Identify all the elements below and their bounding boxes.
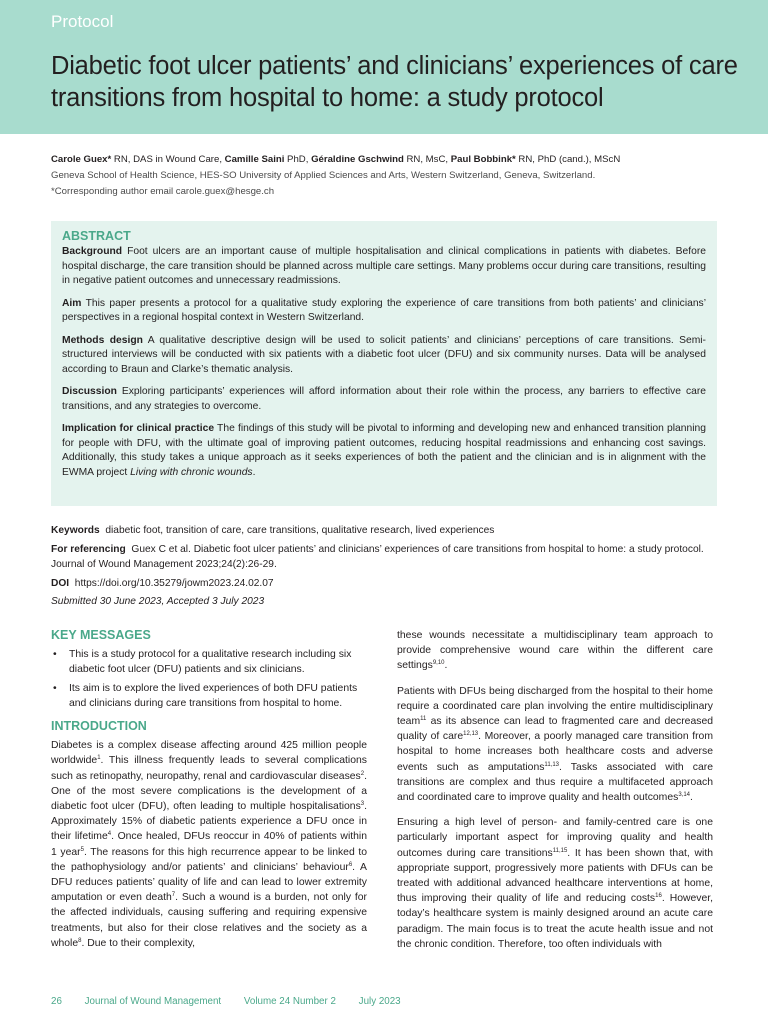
author-name: Géraldine Gschwind (311, 154, 404, 165)
abstract-methods: Methods design A qualitative descriptive design will be used to solicit patients’ and clinicians’ perceptions of care transitions. Semi-structured interviews will be conducted with six patients with a diabetic foot ulcer (DFU) and six community nurses. Data will be analysed according to Braun and Clarke’s thematic analysis. (62, 334, 706, 375)
page-number: 26 (51, 996, 62, 1007)
article-meta (51, 523, 717, 613)
volume-info: Volume 24 Number 2 (243, 996, 336, 1007)
abstract-box (51, 221, 717, 506)
section-label: Protocol (51, 12, 114, 31)
abstract-background: Background Foot ulcers are an important cause of multiple hospitalisation and clinical complications in patients with diabetes. Before hospital discharge, the care transition should be planned across multiple care settings. Many problems occur during care transitions, resulting in negative patient outcomes and unnecessary readmissions. (62, 246, 706, 286)
intro-paragraph: Diabetes is a complex disease affecting around 425 million people worldwide$^1$. This illness frequently leads to several complications such as retinopathy, neuropathy, renal and cardiovascular diseases$^2$. One of the most severe complications is the development of a diabetic foot ulcer (DFU), often leading to multiple hospitalisations$^3$. Approximately 15% of diabetic patients experience a DFU once in their lifetime$^4$. Once healed, DFUs reoccur in 40% of patients within 1 year$^5$. The reasons for this high recurrence appear to be linked to the pathophysiology and/or patients’ and clinicians’ behaviour$^6$. A DFU reduces patients’ quality of life and can lead to lower extremity amputation or even death$^7$. Such a wound is a burden, not only for the affected individuals, causing suffering and requiring expensive treatments, but also for their close relatives and the society as a whole$^8$. Due to their complexity, (51, 740, 368, 949)
affiliation: Geneva School of Health Science, HES-SO University of Applied Sciences and Arts, Western Switzerland, Geneva, Switzerland. (51, 170, 596, 181)
author-name: Paul Bobbink* (450, 154, 516, 165)
submission-dates: Submitted 30 June 2023, Accepted 3 July 2023 (51, 596, 265, 607)
referencing: For referencing Guex C et al. Diabetic foot ulcer patients’ and clinicians’ experiences of care transitions from hospital to home: a study protocol. Journal of Wound Management 2023;24(2):26-29. (51, 543, 704, 570)
author-list: Carole Guex* RN, DAS in Wound Care, Camille Saini PhD, Géraldine Gschwind RN, MsC, Paul Bobbink* RN, PhD (cand.), MScN (51, 154, 621, 165)
list-item: • Its aim is to explore the lived experiences of both DFU patients and clinicians during care transitions from hospital to home. (51, 681, 367, 711)
key-messages-list (51, 647, 367, 711)
author-block (51, 152, 751, 200)
keywords: Keywords diabetic foot, transition of care, care transitions, qualitative research, lived experiences (51, 525, 495, 536)
introduction-heading: INTRODUCTION (51, 719, 147, 734)
abstract-discussion: Discussion Exploring participants’ experiences will afford information about their role within the process, any barriers to effective care transitions, and any strategies to overcome. (62, 386, 706, 412)
left-column (51, 628, 367, 961)
body-paragraph: these wounds necessitate a multidisciplinary team approach to provide comprehensive wound care within the different care settings$^{9,10}$. (397, 630, 713, 672)
body-paragraph: Patients with DFUs being discharged from the hospital to their home require a coordinated care plan involving the entire multidisciplinary team$^{11}$ as its absence can lead to fragmented care and decreased quality of care$^{12,13}$. Moreover, a poorly managed care transition from hospital to home increases both healthcare costs and adverse events such as amputations$^{11,13}$. Tasks associated with care transitions are complex and thus require a multifaceted approach and coordinated care to improve quality and health outcomes$^{3,14}$. (397, 685, 713, 804)
page-footer (51, 996, 421, 1007)
corresponding-author: *Corresponding author email carole.guex@hesge.ch (51, 186, 275, 197)
article-title: Diabetic foot ulcer patients’ and clinicians’ experiences of care transitions from hospital to home: a study protocol (51, 52, 738, 112)
key-messages-heading: KEY MESSAGES (51, 628, 151, 642)
abstract-aim: Aim This paper presents a protocol for a qualitative study exploring the experience of care transitions from both patients’ and clinicians’ perspectives in a regional hospital context in Western Switzerland. (62, 297, 706, 323)
right-column (397, 628, 713, 962)
abstract-implication: Implication for clinical practice The findings of this study will be pivotal to informing and developing new and enhanced transition planning for people with DFU, with the ultimate goal of improving patient outcomes, reducing hospital readmissions and enhancing cost savings. Additionally, this study takes a unique approach as it seeks experiences of both the patient and the clinician and is in alignment with the EWMA project Living with chronic wounds. (62, 423, 706, 478)
header-band (0, 0, 768, 134)
body-paragraph: Ensuring a high level of person- and family-centred care is one particularly important aspect for improving quality and health outcomes during care transitions$^{11,15}$. It has been shown that, with appropriate support, progressively more patients with DFUs can be treated with additional advanced healthcare interventions at home, thus improving their quality of life and reducing costs$^{16}$. However, today’s healthcare system is mainly designed around an acute care paradigm. The main focus is to treat the acute health issue and not the chronic condition. Therefore, too often individuals with (397, 817, 714, 950)
issue-date: July 2023 (358, 996, 401, 1007)
author-name: Camille Saini (224, 154, 285, 165)
author-name: Carole Guex* (51, 154, 112, 165)
list-item: • This is a study protocol for a qualitative research including six diabetic foot ulcer (DFU) patients and six clinicians. (51, 647, 367, 677)
doi-link[interactable]: https://doi.org/10.35279/jowm2023.24.02.07 (74, 577, 274, 589)
abstract-heading: ABSTRACT (62, 229, 131, 243)
journal-name: Journal of Wound Management (84, 996, 222, 1007)
doi: DOI https://doi.org/10.35279/jowm2023.24.02.07 (51, 577, 274, 589)
